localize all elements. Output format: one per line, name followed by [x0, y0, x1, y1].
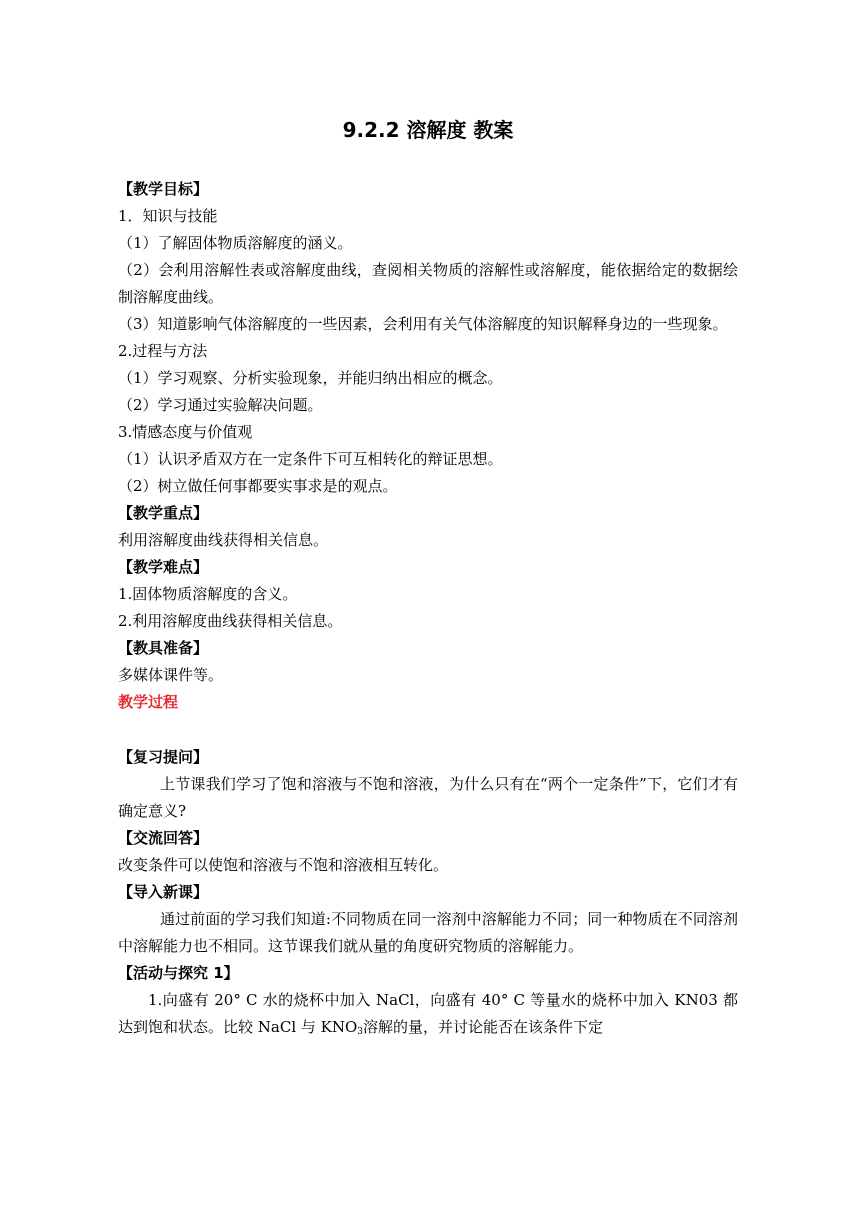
review-text: 上节课我们学习了饱和溶液与不饱和溶液，为什么只有在“两个一定条件”下，它们才有确定意义? — [118, 775, 738, 820]
answer-text: 改变条件可以使饱和溶液与不饱和溶液相互转化。 — [118, 856, 449, 874]
objectives-heading: 【教学目标】 — [118, 180, 209, 198]
intro-heading: 【导入新课】 — [118, 883, 209, 901]
answer-heading: 【交流回答】 — [118, 829, 209, 847]
objective-3-2: （2）树立做任何事都要实事求是的观点。 — [118, 477, 398, 495]
objectives-section-1-title: 1．知识与技能 — [118, 207, 218, 225]
objective-2-1: （1）学习观察、分析实验现象，并能归纳出相应的概念。 — [118, 369, 503, 387]
difficulty-1: 1.固体物质溶解度的含义。 — [118, 585, 298, 603]
objective-1-1: （1）了解固体物质溶解度的涵义。 — [118, 234, 353, 252]
activity-heading: 【活动与探究 1】 — [118, 964, 239, 982]
objective-2-2: （2）学习通过实验解决问题。 — [118, 396, 323, 414]
objective-1-3: （3）知道影响气体溶解度的一些因素，会利用有关气体溶解度的知识解释身边的一些现象。 — [118, 315, 728, 333]
key-points-text: 利用溶解度曲线获得相关信息。 — [118, 531, 329, 549]
process-heading: 教学过程 — [118, 693, 179, 711]
objective-3-1: （1）认识矛盾双方在一定条件下可互相转化的辩证思想。 — [118, 450, 503, 468]
objectives-section-3-title: 3.情感态度与价值观 — [118, 423, 253, 441]
difficulties-heading: 【教学难点】 — [118, 558, 209, 576]
activity-text-part-1: 1.向盛有 20° C 水的烧杯中加入 NaCl，向盛有 40° C 等量水的烧杯中加入 KN03 都达到饱和状态。比较 NaCl 与 KNO — [118, 991, 738, 1036]
materials-heading: 【教具准备】 — [118, 639, 209, 657]
section-spacer — [118, 716, 738, 744]
materials-text: 多媒体课件等。 — [118, 666, 224, 684]
key-points-heading: 【教学重点】 — [118, 504, 209, 522]
activity-subscript: 3 — [357, 1027, 364, 1037]
intro-text: 通过前面的学习我们知道:不同物质在同一溶剂中溶解能力不同；同一种物质在不同溶剂中溶解能力也不相同。这节课我们就从量的角度研究物质的溶解能力。 — [118, 910, 738, 955]
document-page — [118, 112, 738, 1041]
objective-1-2: （2）会利用溶解性表或溶解度曲线，查阅相关物质的溶解性或溶解度，能依据给定的数据绘制溶解度曲线。 — [118, 261, 738, 306]
review-heading: 【复习提问】 — [118, 748, 209, 766]
activity-text-part-2: 溶解的量，并讨论能否在该条件下定 — [363, 1018, 604, 1036]
activity-text — [118, 987, 738, 1041]
document-title: 9.2.2 溶解度 教案 — [342, 118, 514, 142]
difficulty-2: 2.利用溶解度曲线获得相关信息。 — [118, 612, 343, 630]
objectives-section-2-title: 2.过程与方法 — [118, 342, 208, 360]
